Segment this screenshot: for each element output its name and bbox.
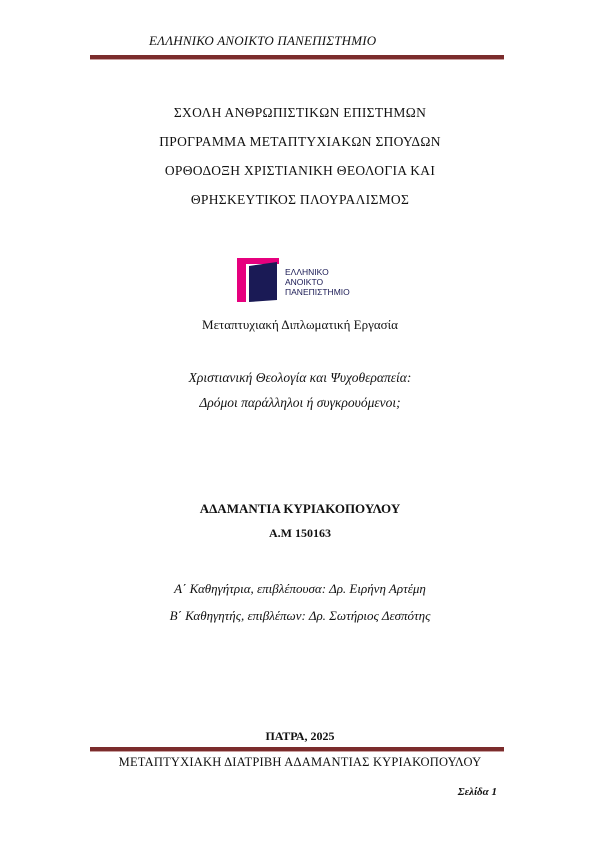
place-year: ΠΑΤΡΑ, 2025 [265,729,335,743]
program-title-line-2: ΘΡΗΣΚΕΥΤΙΚΟΣ ΠΛΟΥΡΑΛΙΣΜΟΣ [190,192,410,207]
school-name: ΣΧΟΛΗ ΑΝΘΡΩΠΙΣΤΙΚΩΝ ΕΠΙΣΤΗΜΩΝ [173,105,427,120]
school-program-block [0,98,600,214]
supervisor-secondary: Β΄ Καθηγητής, επιβλέπων: Δρ. Σωτήριος Δεσπότης [169,608,431,623]
logo-mark-icon [237,258,283,304]
logo-line-1: ΕΛΛΗΝΙΚΟ [285,267,329,277]
footer-rule [90,747,504,752]
logo-line-3: ΠΑΝΕΠΙΣΤΗΜΙΟ [285,287,350,297]
university-logo [237,258,362,304]
thesis-title-line-2: Δρόμοι παράλληλοι ή συγκρουόμενοι; [199,395,401,410]
thesis-title [0,365,600,415]
logo-text [285,267,350,297]
page-number: Σελίδα 1 [457,786,497,798]
supervisor-primary: Α΄ Καθηγήτρια, επιβλέπουσα: Δρ. Ειρήνη Αρτέμη [174,581,426,596]
program-name: ΠΡΟΓΡΑΜΜΑ ΜΕΤΑΠΤΥΧΙΑΚΩΝ ΣΠΟΥΔΩΝ [159,134,441,149]
author-name: ΑΔΑΜΑΝΤΙΑ ΚΥΡΙΑΚΟΠΟΥΛΟΥ [199,501,401,516]
supervisors [0,575,600,629]
header-rule [90,55,504,60]
student-id: Α.Μ 150163 [269,526,331,540]
header-university: ΕΛΛΗΝΙΚΟ ΑΝΟΙΚΤΟ ΠΑΝΕΠΙΣΤΗΜΙΟ [149,33,377,48]
logo-line-2: ΑΝΟΙΚΤΟ [285,277,324,287]
footer-text: ΜΕΤΑΠΤΥΧΙΑΚΗ ΔΙΑΤΡΙΒΗ ΑΔΑΜΑΝΤΙΑΣ ΚΥΡΙΑΚΟΠΟΥΛΟΥ [118,755,482,769]
thesis-type: Μεταπτυχιακή Διπλωματική Εργασία [202,317,398,332]
thesis-title-line-1: Χριστιανική Θεολογία και Ψυχοθεραπεία: [188,370,412,385]
program-title-line-1: ΟΡΘΟΔΟΞΗ ΧΡΙΣΤΙΑΝΙΚΗ ΘΕΟΛΟΓΙΑ ΚΑΙ [164,163,436,178]
